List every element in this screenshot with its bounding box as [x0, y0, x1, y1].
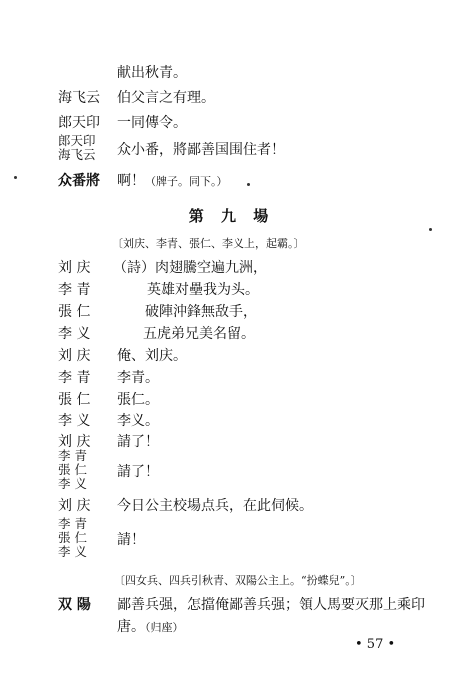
speaker-name: 刘 庆	[58, 434, 91, 450]
stage-direction: （牌子。同下。）	[145, 175, 228, 188]
dialogue-text: 請了！	[117, 464, 159, 480]
speaker-name: 李 义	[58, 326, 91, 342]
scene-title: 第 九 場	[188, 207, 275, 225]
speaker-name: 張 仁	[58, 304, 91, 320]
speaker-name: 海飞云	[58, 90, 100, 106]
scan-speck	[429, 228, 432, 231]
speaker-name: 張 仁	[58, 530, 87, 545]
dialogue-text: 啊！	[117, 173, 145, 189]
speaker-name: 刘 庆	[58, 498, 91, 514]
dialogue-text: 張仁。	[117, 392, 159, 408]
dialogue-text: 今日公主校場点兵，在此伺候。	[117, 498, 313, 514]
speaker-name: 刘 庆	[58, 348, 91, 364]
stage-direction: 〔四女兵、四兵引秋青、双陽公主上。“扮蝶兒”。〕	[114, 574, 362, 587]
speaker-name: 張 仁	[58, 392, 91, 408]
speaker-name: 李 青	[58, 282, 91, 298]
dialogue-text: 請！	[117, 532, 145, 548]
speaker-name: 双 陽	[58, 597, 91, 613]
dialogue-text: 鄙善兵强，怎擋俺鄙善兵强；領人馬要灭那上乘印	[117, 597, 425, 613]
speaker-name: 海飞云	[58, 147, 96, 162]
stage-direction: 〔刘庆、李青、張仁、李义上，起霸。〕	[112, 237, 305, 250]
dialogue-text: 五虎弟兄美名留。	[143, 326, 255, 342]
speaker-name: 刘 庆	[58, 260, 91, 276]
dialogue-text: 唐。	[117, 619, 145, 635]
dialogue-text	[117, 620, 184, 634]
speaker-name: 李 义	[58, 413, 91, 429]
speaker-name: 李 青	[58, 516, 87, 531]
page-number: • 57 •	[355, 637, 396, 652]
dialogue-text: 李义。	[117, 413, 159, 429]
dialogue-text: 一同傳令。	[117, 115, 187, 131]
dialogue-text: 俺、刘庆。	[117, 348, 187, 364]
speaker-name: 众番將	[58, 173, 100, 189]
speaker-name: 李 青	[58, 370, 91, 386]
stage-direction: （归座）	[145, 621, 184, 634]
speaker-name: 李 义	[58, 476, 87, 491]
speaker-name: 郎天印	[58, 115, 100, 131]
dialogue-text: 众小番，將鄙善国围住者！	[117, 142, 285, 158]
speaker-name: 李 义	[58, 544, 87, 559]
dialogue-text: 破陣沖鋒無敌手，	[145, 304, 257, 320]
scan-speck	[14, 176, 17, 179]
dialogue-text: 請了！	[117, 434, 159, 450]
speaker-name: 李 青	[58, 448, 87, 463]
dialogue-text: 献出秋青。	[117, 65, 187, 81]
speaker-name: 張 仁	[58, 462, 87, 477]
dialogue-text: 伯父言之有理。	[117, 90, 215, 106]
scan-speck	[247, 183, 250, 186]
dialogue-text: 英雄对壘我为头。	[147, 282, 259, 298]
speaker-name: 郎天印	[58, 133, 96, 148]
dialogue-text: （詩）肉翅騰空遍九洲，	[113, 260, 267, 276]
dialogue-text: 李青。	[117, 370, 159, 386]
dialogue-text	[117, 174, 228, 188]
